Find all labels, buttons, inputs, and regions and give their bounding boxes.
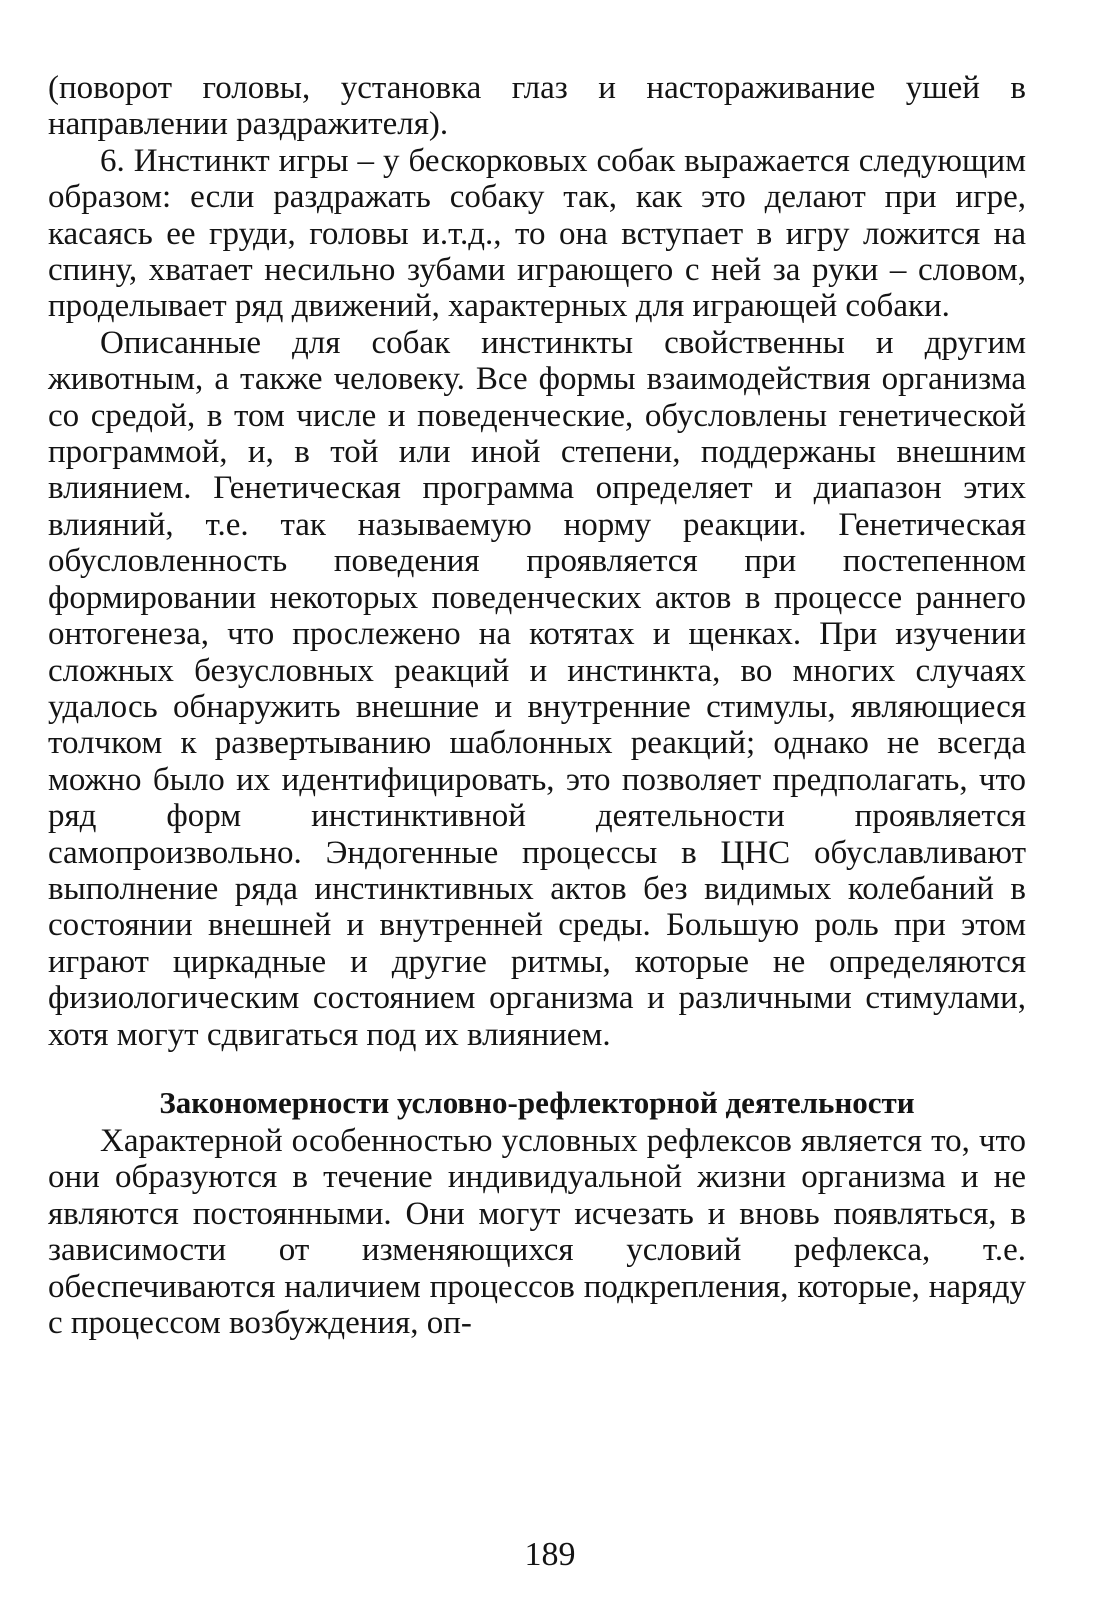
paragraph-play-instinct: 6. Инстинкт игры – у бескорковых собак выражается следующим образом: если раздражать собаку так, как это делают при игре, касаясь ее груди, головы и.т.д., то она вступает в игру ложится на спину, хватает несильно зубами играющего с ней за руки – словом, проделывает ряд движений, характерных для играющей собаки. — [48, 142, 1026, 325]
page-text-block — [48, 70, 1026, 1341]
paragraph-conditioned-reflexes: Характерной особенностью условных рефлексов является то, что они образуются в течение индивидуальной жизни организма и не являются постоянными. Они могут исчезать и вновь появляться, в зависимости от изменяющихся условий рефлекса, т.е. обеспечиваются наличием процессов подкрепления, которые, наряду с процессом возбуждения, оп- — [48, 1122, 1026, 1341]
page-number: 189 — [524, 1536, 576, 1573]
section-heading: Закономерности условно-рефлекторной деятельности — [159, 1084, 915, 1120]
paragraph-continuation: (поворот головы, установка глаз и настораживание ушей в направлении раздражителя). — [48, 70, 1026, 143]
paragraph-instincts-general: Описанные для собак инстинкты свойственны и другим животным, а также человеку. Все формы взаимодействия организма со средой, в том числе и поведенческие, обусловлены генетической программой, и, в той или иной степени, поддержаны внешним влиянием. Генетическая программа определяет и диапазон этих влияний, т.е. так называемую норму реакции. Генетическая обусловленность поведения проявляется при постепенном формировании некоторых поведенческих актов в процессе раннего онтогенеза, что прослежено на котятах и щенках. При изучении сложных безусловных реакций и инстинкта, во многих случаях удалось обнаружить внешние и внутренние стимулы, являющиеся толчком к развертыванию шаблонных реакций; однако не всегда можно было их идентифицировать, это позволяет предполагать, что ряд форм инстинктивной деятельности проявляется самопроизвольно. Эндогенные процессы в ЦНС обуславливают выполнение ряда инстинктивных актов без видимых колебаний в состоянии внешней и внутренней среды. Большую роль при этом играют циркадные и другие ритмы, которые не определяются физиологическим состоянием организма и различными стимулами, хотя могут сдвигаться под их влиянием. — [48, 324, 1026, 1053]
